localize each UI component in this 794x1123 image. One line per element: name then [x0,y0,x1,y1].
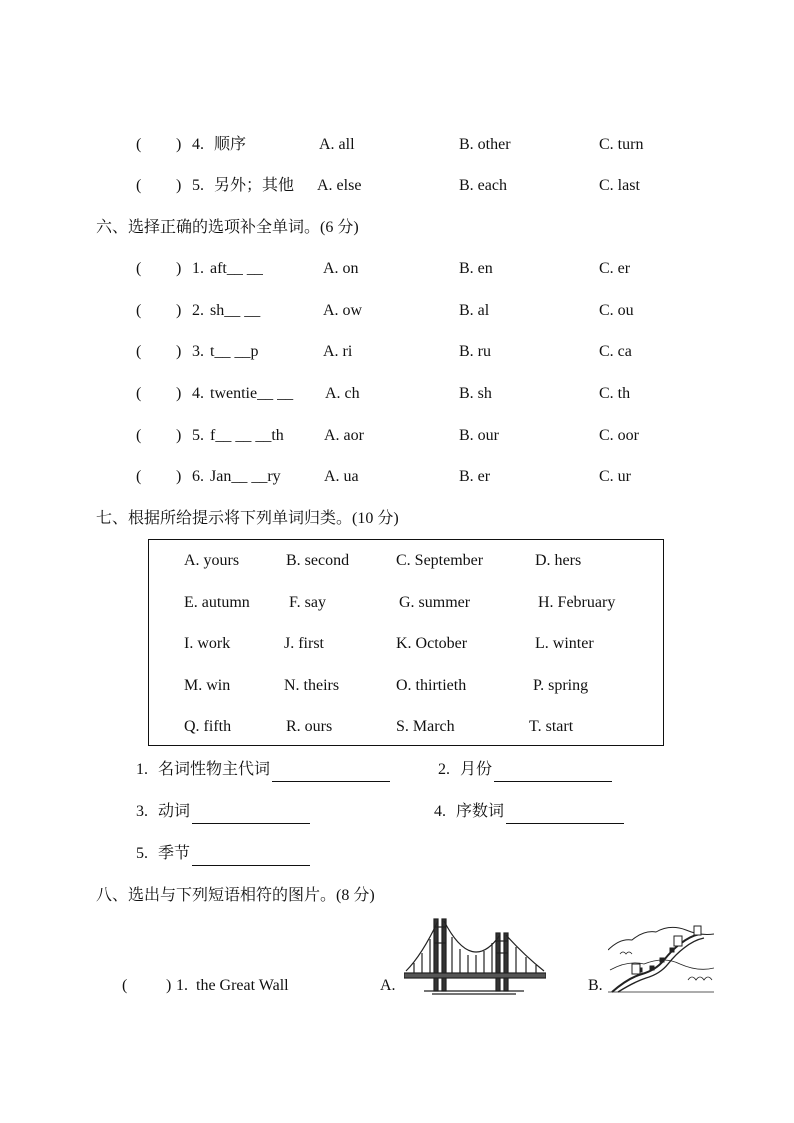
section-8-heading: 八、选出与下列短语相符的图片。(8 分) [96,887,375,904]
answer-paren-close: ) [176,427,182,444]
question-number: 3. [192,343,204,360]
option-c: C. ou [599,302,634,319]
word-bank-item: D. hers [535,552,582,569]
option-c: C. oor [599,427,639,444]
category-label: 季节 [158,845,191,862]
option-b-label: B. [588,977,603,994]
section-7-heading: 七、根据所给提示将下列单词归类。(10 分) [96,510,399,527]
question-word: f__ __ __th [210,427,284,444]
answer-paren-open: ( [136,136,142,153]
question-row [136,340,696,364]
word-bank-item: B. second [286,552,350,569]
question-row [136,133,696,157]
option-a: A. all [319,136,355,153]
option-a: A. ri [323,343,353,360]
question-word: t__ __p [210,343,259,360]
word-bank-item: H. February [538,594,616,611]
answer-paren-open: ( [136,468,142,485]
answer-blank[interactable] [192,805,310,824]
category-number: 3. [136,803,148,820]
question-row [136,424,696,448]
word-bank-item: E. autumn [184,594,250,611]
answer-paren-open: ( [136,177,142,194]
word-bank-item: T. start [529,718,574,735]
category-label: 动词 [158,803,191,820]
answer-paren-open: ( [136,260,142,277]
category-label: 月份 [460,761,493,778]
category-label: 名词性物主代词 [158,761,271,778]
category-5 [136,842,310,866]
answer-paren-close: ) [176,343,182,360]
option-a-label: A. [380,977,396,994]
question-row [136,382,696,406]
word-bank-item: N. theirs [284,677,340,694]
answer-paren-close: ) [176,385,182,402]
option-b: B. en [459,260,493,277]
question-number: 4. [192,385,204,402]
word-bank-item: A. yours [184,552,240,569]
word-bank-item: O. thirtieth [396,677,467,694]
question-word: 顺序 [214,136,247,153]
answer-blank[interactable] [192,847,310,866]
category-number: 1. [136,761,148,778]
word-bank-item: R. ours [286,718,333,735]
answer-blank[interactable] [506,805,624,824]
option-a: A. on [323,260,359,277]
word-bank-item: I. work [184,635,231,652]
category-number: 4. [434,803,446,820]
option-b: B. sh [459,385,492,402]
question-word: twentie__ __ [210,385,294,402]
question-number: 5. [192,427,204,444]
option-c: C. th [599,385,631,402]
question-row [122,974,322,998]
option-a: A. ow [323,302,363,319]
question-row [136,465,696,489]
answer-paren-close: ) [176,302,182,319]
option-c: C. er [599,260,631,277]
answer-paren-open: ( [136,302,142,319]
category-number: 2. [438,761,450,778]
answer-paren-open: ( [136,385,142,402]
question-word: aft__ __ [210,260,263,277]
answer-paren-close: ) [176,260,182,277]
question-phrase: the Great Wall [196,977,289,994]
option-a: A. aor [324,427,364,444]
word-bank-item: Q. fifth [184,718,232,735]
category-3 [136,800,310,824]
question-number: 6. [192,468,204,485]
option-c: C. last [599,177,640,194]
category-2 [438,758,612,782]
option-b: B. er [459,468,491,485]
word-bank-item: G. summer [399,594,471,611]
question-number: 1. [176,977,188,994]
answer-paren-open: ( [122,977,128,994]
question-word: Jan__ __ry [210,468,281,485]
answer-paren-close: ) [166,977,172,994]
option-a: A. ch [325,385,360,402]
word-bank-item: M. win [184,677,231,694]
question-number: 1. [192,260,204,277]
word-bank-box [148,539,664,746]
option-b: B. ru [459,343,491,360]
word-bank-item: K. October [396,635,468,652]
word-bank-item: P. spring [533,677,589,694]
word-bank-item: F. say [289,594,326,611]
word-bank-item: C. September [396,552,484,569]
option-b: B. other [459,136,511,153]
option-a: A. ua [324,468,359,485]
question-word: sh__ __ [210,302,261,319]
question-row [136,299,696,323]
question-number: 4. [192,136,204,153]
question-number: 5. [192,177,204,194]
category-4 [434,800,624,824]
question-word: 另外；其他 [214,177,295,194]
option-b: B. our [459,427,499,444]
suspension-bridge-icon[interactable] [404,915,546,995]
answer-blank[interactable] [272,763,390,782]
answer-blank[interactable] [494,763,612,782]
option-c: C. turn [599,136,644,153]
answer-paren-open: ( [136,343,142,360]
option-b: B. each [459,177,507,194]
word-bank-item: S. March [396,718,455,735]
word-bank-item: J. first [284,635,324,652]
question-row [136,174,696,198]
option-b: B. al [459,302,490,319]
category-label: 序数词 [456,803,505,820]
option-c: C. ca [599,343,632,360]
answer-paren-close: ) [176,177,182,194]
option-c: C. ur [599,468,631,485]
option-a: A. else [317,177,362,194]
great-wall-icon[interactable] [608,920,714,994]
category-1 [136,758,390,782]
question-number: 2. [192,302,204,319]
section-6-heading: 六、选择正确的选项补全单词。(6 分) [96,219,359,236]
question-row [136,257,696,281]
answer-paren-close: ) [176,136,182,153]
category-number: 5. [136,845,148,862]
answer-paren-open: ( [136,427,142,444]
answer-paren-close: ) [176,468,182,485]
word-bank-item: L. winter [535,635,594,652]
